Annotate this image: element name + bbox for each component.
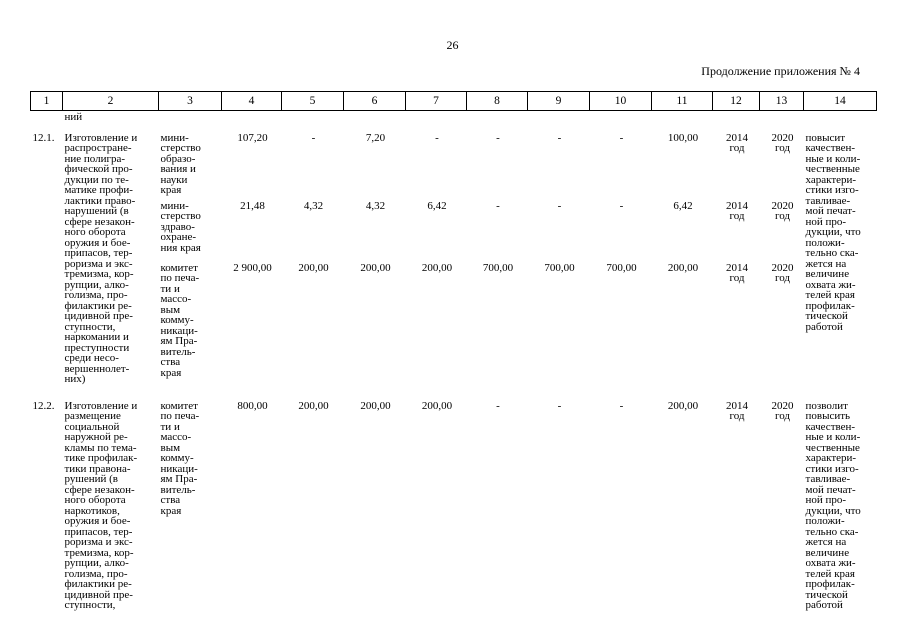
amount-year: - xyxy=(496,199,500,212)
amount-year: 200,00 xyxy=(360,399,391,412)
amount-year: 4,32 xyxy=(303,199,324,212)
amount-year: 700,00 xyxy=(482,261,514,274)
start-year: 2014 год xyxy=(726,199,748,222)
column-header: 5 xyxy=(282,92,344,111)
column-header: 8 xyxy=(467,92,528,111)
amount-year: 700,00 xyxy=(606,261,637,274)
amount-year: 6,42 xyxy=(427,199,447,212)
column-header: 9 xyxy=(528,92,590,111)
executor: комитет по печа- ти и массо- вым комму- никаци- ям Пра- витель- ства края xyxy=(160,399,200,517)
column-header: 1 xyxy=(31,92,63,111)
end-year: 2020 год xyxy=(771,199,794,222)
column-header: 6 xyxy=(344,92,406,111)
column-number-row xyxy=(31,92,877,111)
appendix-continuation-note: Продолжение приложения № 4 xyxy=(701,64,860,78)
executor: комитет по печа- ти и массо- вым комму- никаци- ям Пра- витель- ства края xyxy=(160,261,200,379)
amount-year: 6,42 xyxy=(673,199,693,212)
end-year: 2020 год xyxy=(771,131,794,154)
column-header: 3 xyxy=(159,92,222,111)
carryover-text: ний xyxy=(64,111,83,123)
start-year: 2014 год xyxy=(726,131,748,154)
amount-year: - xyxy=(557,199,562,212)
column-header: 12 xyxy=(713,92,760,111)
amount-year: - xyxy=(557,131,562,144)
amount-year: - xyxy=(619,399,624,412)
amount-year: 200,00 xyxy=(667,261,699,274)
amount-year: 200,00 xyxy=(298,261,329,274)
amount-year: - xyxy=(311,131,316,144)
amount-year: - xyxy=(619,131,624,144)
column-header: 13 xyxy=(760,92,804,111)
amount-total: 2 900,00 xyxy=(233,261,272,274)
item-number: 12.2. xyxy=(32,399,55,412)
program-measures-table xyxy=(30,91,877,611)
item-description: Изготовление и распростране- ние полигра- фической про- дукции по те- матике профи- лактики право- нарушений (в сфере незакон- ного оборота оружия и бое- припасов, тер- роризма и экс- тремизма, кор- рупции, алко- голизма, про- филактики ре- цидивной пре- ступности, наркомании и преступности среди несо- вершеннолет- них) xyxy=(64,131,138,385)
table-row xyxy=(31,393,877,611)
amount-year: 100,00 xyxy=(667,131,699,144)
item-description: Изготовление и размещение социальной наружной ре- кламы по тема- тике профилак- тики правона- рушений (в сфере незакон- ного оборота наркотиков, оружия и бое- припасов, тер- роризма и экс- тремизма, кор- рупции, алко- голизма, про- филактики ре- цидивной пре- ступности, xyxy=(64,399,138,611)
end-year: 2020 год xyxy=(771,399,794,422)
amount-year: 200,00 xyxy=(298,399,329,412)
column-header: 7 xyxy=(406,92,467,111)
amount-total: 21,48 xyxy=(240,199,265,212)
amount-year: - xyxy=(435,131,439,144)
expected-effect: позволит повысить качествен- ные и коли- чественные характери- стики изго- тавливае- мой печат- ной про- дукции, что положи- тельно ска- жется на величине охвата жи- телей края профилак- тической работой xyxy=(805,399,861,611)
amount-year: 4,32 xyxy=(365,199,386,212)
amount-total: 800,00 xyxy=(237,399,268,412)
column-header: 10 xyxy=(590,92,652,111)
end-year: 2020 год xyxy=(771,261,794,284)
start-year: 2014 год xyxy=(726,399,748,422)
expected-effect: повысит качествен- ные и коли- чественные характери- стики изго- тавливае- мой печат- ной про- дукции, что положи- тельно ска- жется на величине охвата жи- телей края профилак- тической работой xyxy=(805,131,861,333)
carryover-row xyxy=(31,111,877,123)
amount-year: 200,00 xyxy=(667,399,699,412)
column-header: 14 xyxy=(804,92,877,111)
amount-year: - xyxy=(496,399,500,412)
column-header: 11 xyxy=(652,92,713,111)
start-year: 2014 год xyxy=(726,261,748,284)
amount-year: - xyxy=(496,131,500,144)
amount-year: 200,00 xyxy=(360,261,391,274)
amount-year: 200,00 xyxy=(421,399,453,412)
column-header: 2 xyxy=(63,92,159,111)
amount-year: - xyxy=(619,199,624,212)
executor: мини- стерство здраво- охране- ния края xyxy=(160,199,201,254)
executor: мини- стерство образо- вания и науки края xyxy=(160,131,201,196)
amount-year: 700,00 xyxy=(544,261,575,274)
column-header: 4 xyxy=(222,92,282,111)
amount-year: 200,00 xyxy=(421,261,453,274)
amount-total: 107,20 xyxy=(237,131,268,144)
page-number: 26 xyxy=(446,38,459,52)
amount-year: 7,20 xyxy=(365,131,386,144)
table-row xyxy=(31,123,877,201)
item-number: 12.1. xyxy=(32,131,55,144)
amount-year: - xyxy=(557,399,562,412)
